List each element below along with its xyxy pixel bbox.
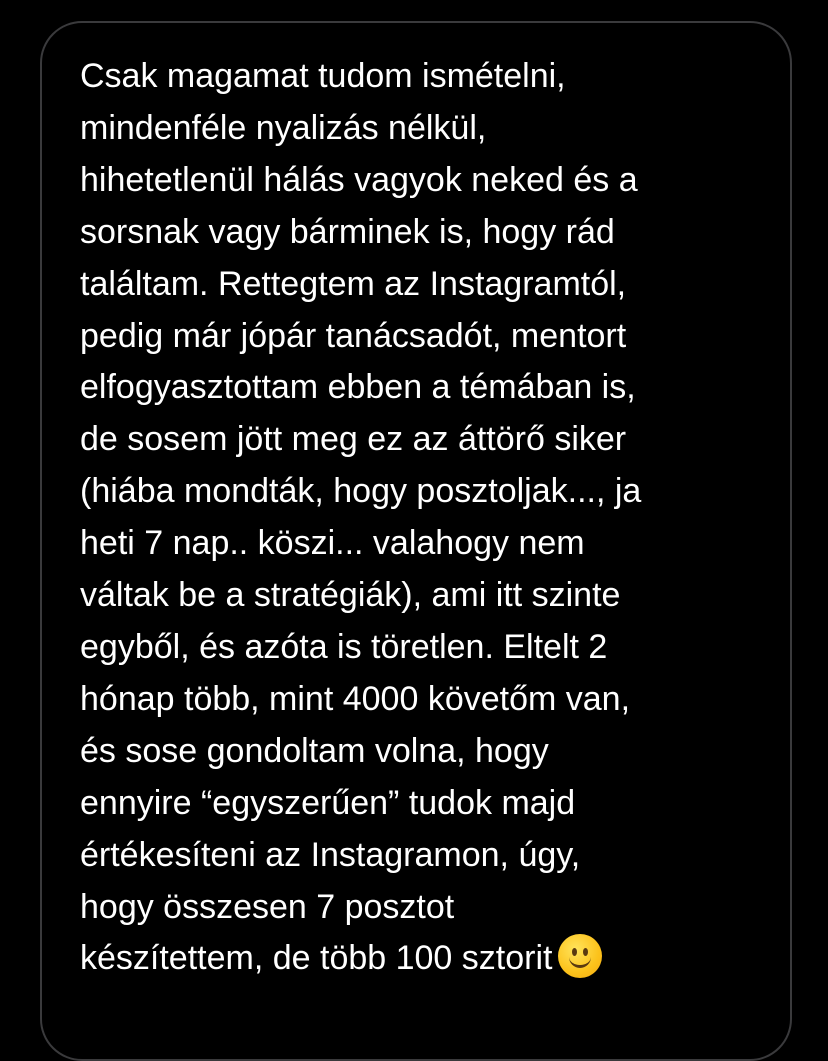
message-line: sorsnak vagy bárminek is, hogy rád xyxy=(80,212,615,251)
message-line: hónap több, mint 4000 követőm van, xyxy=(80,679,631,718)
message-line: pedig már jópár tanácsadót, mentort xyxy=(80,316,627,355)
slightly-smiling-face-icon xyxy=(558,934,602,978)
message-line: (hiába mondták, hogy posztoljak..., ja xyxy=(80,472,642,511)
message-line: hihetetlenül hálás vagyok neked és a xyxy=(80,160,638,199)
message-line: egyből, és azóta is töretlen. Eltelt 2 xyxy=(80,627,608,666)
message-line: értékesíteni az Instagramon, úgy, xyxy=(80,835,581,874)
message-line-text: készítettem, de több 100 sztorit xyxy=(80,939,553,978)
message-line: mindenféle nyalizás nélkül, xyxy=(80,108,487,147)
message-text xyxy=(80,51,780,985)
message-line: de sosem jött meg ez az áttörő siker xyxy=(80,420,627,459)
message-line: heti 7 nap.. köszi... valahogy nem xyxy=(80,524,585,563)
message-line: hogy összesen 7 posztot xyxy=(80,887,455,926)
message-line: Csak magamat tudom ismételni, xyxy=(80,57,566,95)
message-line-last xyxy=(80,933,780,985)
message-line: találtam. Rettegtem az Instagramtól, xyxy=(80,264,627,303)
message-line: elfogyasztottam ebben a témában is, xyxy=(80,368,636,407)
message-line: és sose gondoltam volna, hogy xyxy=(80,731,549,770)
message-line: váltak be a stratégiák), ami itt szinte xyxy=(80,576,621,615)
message-line: ennyire “egyszerűen” tudok majd xyxy=(80,783,576,822)
